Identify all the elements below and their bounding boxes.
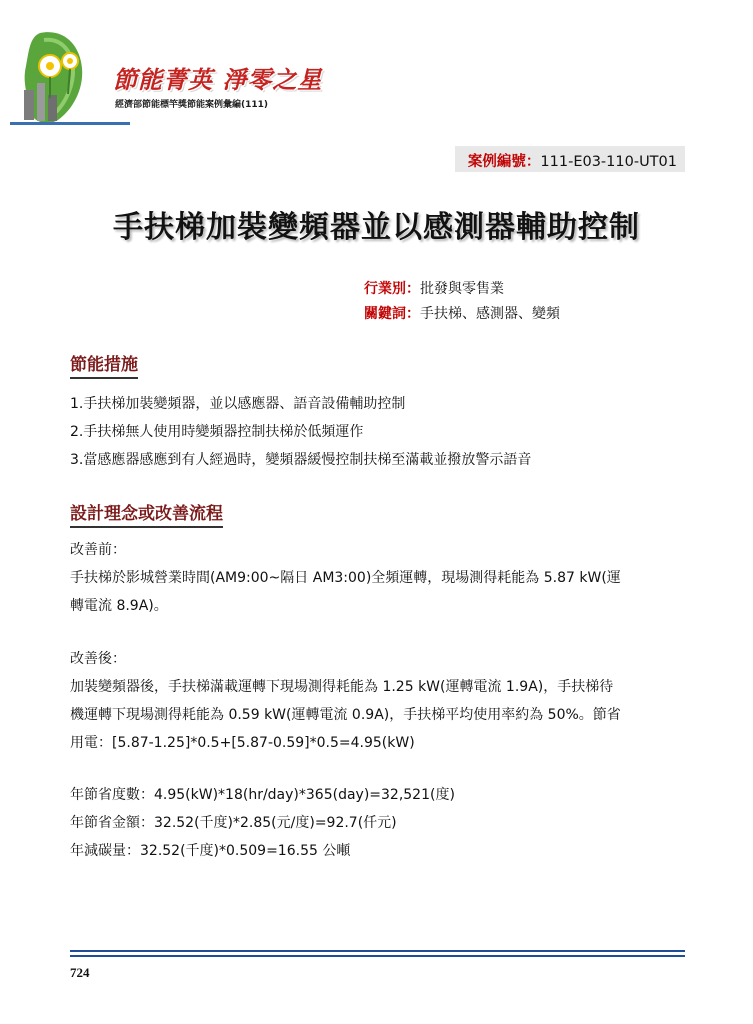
before-block [70, 536, 621, 620]
logo-title: 節能菁英 淨零之星 [113, 65, 323, 94]
footer-rule [70, 950, 685, 952]
after-line: 機運轉下現場測得耗能為 0.59 kW(運轉電流 0.9A)，手扶梯平均使用率約為 50%。節省 [70, 707, 621, 723]
logo-subtitle: 經濟部節能標竿獎節能案例彙編(111) [115, 100, 269, 110]
measure-item: 2.手扶梯無人使用時變頻器控制扶梯於低頻運作 [70, 424, 364, 440]
result-line: 年減碳量：32.52(千度)*0.509=16.55 公噸 [70, 843, 351, 859]
header-logo [10, 28, 323, 128]
measures-heading: 節能措施 [70, 350, 138, 379]
case-number-box [455, 146, 685, 172]
page-title: 手扶梯加裝變頻器並以感測器輔助控制 [113, 210, 640, 245]
industry-value: 批發與零售業 [420, 281, 504, 297]
before-line: 轉電流 8.9A)。 [70, 598, 168, 614]
results-block [70, 781, 455, 865]
keywords-row [364, 303, 560, 323]
footer-rule [70, 955, 685, 957]
before-line: 手扶梯於影城營業時間(AM9:00~隔日 AM3:00)全頻運轉，現場測得耗能為 5.87 kW(運 [70, 570, 621, 586]
measures-list [70, 390, 531, 474]
industry-row [364, 278, 504, 298]
after-line: 加裝變頻器後，手扶梯滿載運轉下現場測得耗能為 1.25 kW(運轉電流 1.9A)，手扶梯待 [70, 679, 614, 695]
result-line: 年節省度數：4.95(kW)*18(hr/day)*365(day)=32,521(度) [70, 787, 455, 803]
case-number-value: 111-E03-110-UT01 [540, 154, 677, 170]
keywords-label: 關鍵詞： [364, 306, 420, 322]
after-label: 改善後： [70, 651, 126, 667]
after-line: 用電：[5.87-1.25]*0.5+[5.87-0.59]*0.5=4.95(kW) [70, 735, 415, 751]
measure-item: 3.當感應器感應到有人經過時，變頻器緩慢控制扶梯至滿載並撥放警示語音 [70, 452, 532, 468]
result-line: 年節省金額：32.52(千度)*2.85(元/度)=92.7(仟元) [70, 815, 397, 831]
case-number-label: 案例編號： [467, 154, 541, 170]
page-number: 724 [70, 965, 90, 980]
keywords-value: 手扶梯、感測器、變頻 [420, 306, 560, 322]
before-label: 改善前： [70, 542, 126, 558]
taiwan-island-icon [10, 28, 130, 128]
industry-label: 行業別： [364, 281, 420, 297]
after-block [70, 645, 621, 757]
measure-item: 1.手扶梯加裝變頻器，並以感應器、語音設備輔助控制 [70, 396, 406, 412]
case-number [468, 150, 677, 171]
design-heading: 設計理念或改善流程 [70, 499, 223, 528]
